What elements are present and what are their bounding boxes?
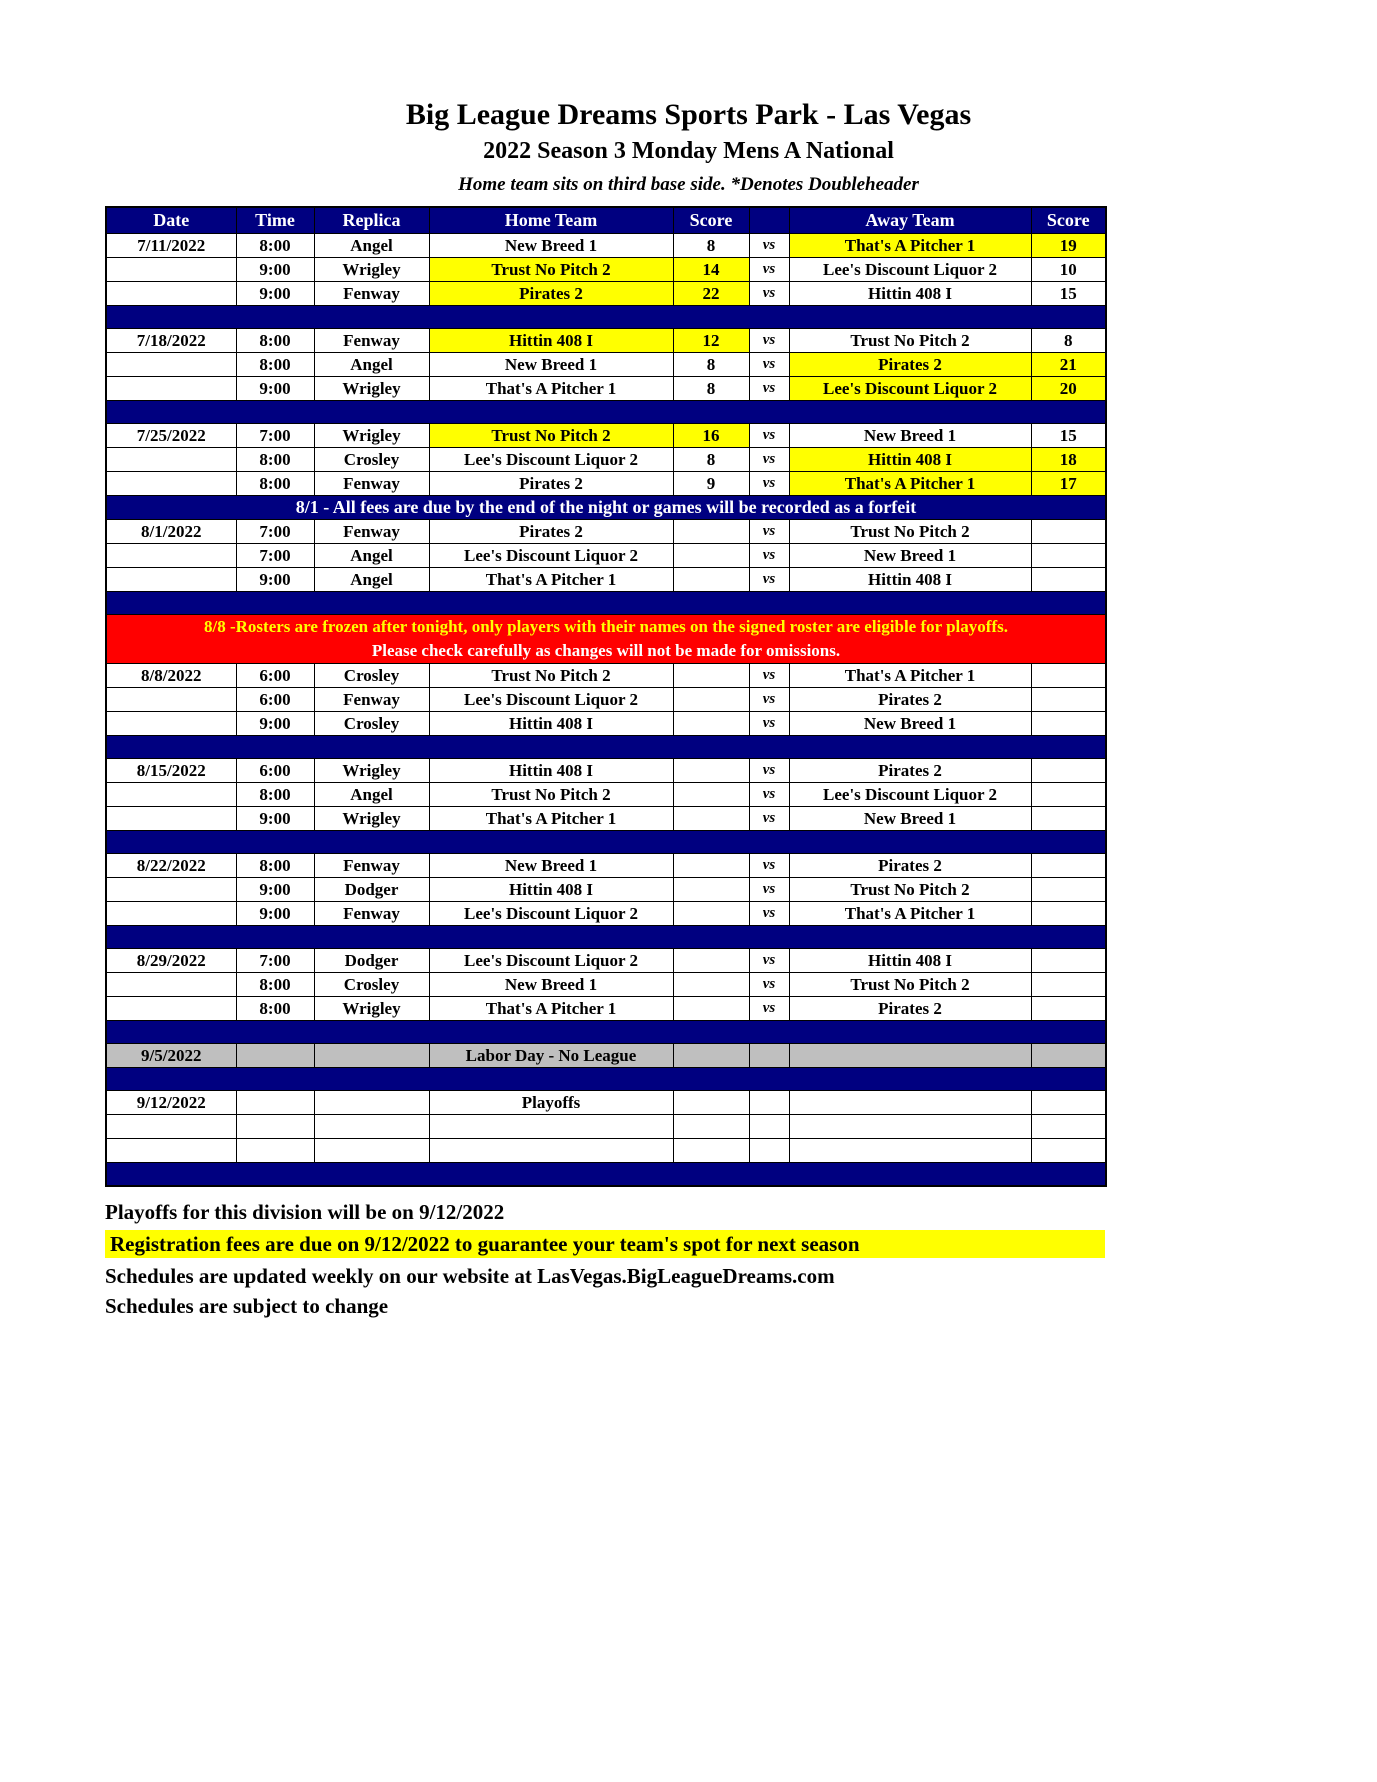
home-team: Hittin 408 I [429,712,673,736]
game-time [236,1115,314,1139]
website-note: Schedules are updated weekly on our website at LasVegas.BigLeagueDreams.com [105,1263,835,1288]
game-row [106,520,1106,544]
schedule-table [105,206,1107,1187]
game-replica [314,1091,429,1115]
game-date [106,377,236,401]
game-date [106,712,236,736]
schedule-table-head [106,207,1106,234]
game-replica: Fenway [314,472,429,496]
footer-notes [105,1200,1377,1318]
home-score [673,1044,749,1068]
separator-row [106,926,1106,949]
vs-label: vs [749,472,789,496]
game-row [106,282,1106,306]
game-time: 9:00 [236,258,314,282]
home-team: Trust No Pitch 2 [429,664,673,688]
home-score [673,783,749,807]
vs-label: vs [749,854,789,878]
away-team: Hittin 408 I [789,568,1031,592]
separator-bar [106,831,1106,854]
game-time: 9:00 [236,712,314,736]
home-score [673,759,749,783]
game-row [106,353,1106,377]
separator-row [106,306,1106,329]
separator-row [106,1163,1106,1186]
game-time: 8:00 [236,997,314,1021]
away-score: 20 [1031,377,1106,401]
game-replica: Fenway [314,282,429,306]
vs-label: vs [749,329,789,353]
home-score [673,568,749,592]
separator-row [106,401,1106,424]
away-team: New Breed 1 [789,712,1031,736]
vs-label: vs [749,902,789,926]
game-replica: Crosley [314,664,429,688]
away-team: New Breed 1 [789,807,1031,831]
away-team: Pirates 2 [789,854,1031,878]
game-replica: Angel [314,783,429,807]
game-date [106,448,236,472]
vs-label: vs [749,258,789,282]
game-date [106,1115,236,1139]
game-time [236,1091,314,1115]
home-score [673,902,749,926]
home-team: Trust No Pitch 2 [429,424,673,448]
vs-label: vs [749,878,789,902]
game-replica: Wrigley [314,258,429,282]
home-team [429,1115,673,1139]
vs-label: vs [749,997,789,1021]
home-team: New Breed 1 [429,854,673,878]
game-time: 8:00 [236,234,314,258]
fees-due-banner: 8/1 - All fees are due by the end of the night or games will be recorded as a forfeit [106,496,1106,520]
separator-bar [106,1021,1106,1044]
vs-label: vs [749,424,789,448]
game-row [106,664,1106,688]
vs-label [749,1091,789,1115]
game-row [106,472,1106,496]
game-date [106,258,236,282]
game-row [106,234,1106,258]
game-replica: Wrigley [314,807,429,831]
home-team: Pirates 2 [429,520,673,544]
vs-label: vs [749,568,789,592]
home-team: Pirates 2 [429,282,673,306]
game-date [106,1139,236,1163]
separator-row [106,831,1106,854]
home-score [673,1139,749,1163]
game-replica: Angel [314,353,429,377]
away-score: 15 [1031,282,1106,306]
home-score [673,520,749,544]
game-replica: Fenway [314,902,429,926]
game-time: 7:00 [236,424,314,448]
away-score [1031,520,1106,544]
game-time: 6:00 [236,688,314,712]
home-score [673,997,749,1021]
away-team [789,1115,1031,1139]
away-team: Trust No Pitch 2 [789,878,1031,902]
game-time: 9:00 [236,568,314,592]
vs-label: vs [749,544,789,568]
away-team: Trust No Pitch 2 [789,520,1031,544]
home-score: 12 [673,329,749,353]
away-score [1031,783,1106,807]
vs-label [749,1044,789,1068]
home-team: Hittin 408 I [429,329,673,353]
separator-bar [106,1068,1106,1091]
home-score: 22 [673,282,749,306]
away-team: Pirates 2 [789,353,1031,377]
vs-label: vs [749,282,789,306]
game-date [106,902,236,926]
header-row [106,207,1106,234]
vs-label: vs [749,949,789,973]
game-date: 9/5/2022 [106,1044,236,1068]
game-time: 7:00 [236,949,314,973]
game-date: 8/22/2022 [106,854,236,878]
vs-label [749,1115,789,1139]
game-date: 8/29/2022 [106,949,236,973]
game-date [106,997,236,1021]
game-date [106,973,236,997]
game-replica: Dodger [314,949,429,973]
home-score: 8 [673,234,749,258]
home-team: Hittin 408 I [429,878,673,902]
away-score [1031,544,1106,568]
header-date: Date [106,207,236,234]
home-score [673,1091,749,1115]
away-team: That's A Pitcher 1 [789,902,1031,926]
home-team: That's A Pitcher 1 [429,568,673,592]
game-replica [314,1044,429,1068]
game-time: 9:00 [236,377,314,401]
away-team [789,1139,1031,1163]
game-row [106,949,1106,973]
game-time: 8:00 [236,329,314,353]
away-team: That's A Pitcher 1 [789,664,1031,688]
home-team: Hittin 408 I [429,759,673,783]
home-score: 16 [673,424,749,448]
home-team: Pirates 2 [429,472,673,496]
game-replica: Angel [314,544,429,568]
home-team: That's A Pitcher 1 [429,997,673,1021]
roster-freeze-banner [106,615,1106,664]
game-time: 8:00 [236,854,314,878]
game-replica: Angel [314,568,429,592]
away-score: 15 [1031,424,1106,448]
game-replica: Crosley [314,448,429,472]
away-team: Pirates 2 [789,997,1031,1021]
game-replica: Crosley [314,712,429,736]
away-score [1031,1115,1106,1139]
game-date [106,282,236,306]
away-score: 18 [1031,448,1106,472]
vs-label: vs [749,377,789,401]
home-score [673,854,749,878]
game-row [106,759,1106,783]
game-date [106,472,236,496]
game-date: 9/12/2022 [106,1091,236,1115]
vs-label: vs [749,688,789,712]
away-score [1031,1139,1106,1163]
separator-bar [106,592,1106,615]
away-team [789,1091,1031,1115]
home-team: Trust No Pitch 2 [429,783,673,807]
vs-label: vs [749,783,789,807]
away-team: New Breed 1 [789,544,1031,568]
game-row [106,854,1106,878]
away-team: Pirates 2 [789,759,1031,783]
game-time [236,1139,314,1163]
game-replica [314,1115,429,1139]
game-replica: Wrigley [314,759,429,783]
vs-label: vs [749,234,789,258]
away-score [1031,854,1106,878]
home-team: Playoffs [429,1091,673,1115]
header-home-score: Score [673,207,749,234]
game-row [106,377,1106,401]
info-row [106,1044,1106,1068]
game-time: 7:00 [236,520,314,544]
game-row [106,544,1106,568]
away-score [1031,568,1106,592]
home-team: New Breed 1 [429,353,673,377]
game-row [106,258,1106,282]
home-score [673,878,749,902]
vs-label: vs [749,759,789,783]
game-time: 9:00 [236,282,314,306]
game-replica: Fenway [314,854,429,878]
game-row [106,783,1106,807]
game-date: 7/11/2022 [106,234,236,258]
vs-label: vs [749,712,789,736]
game-row [106,424,1106,448]
vs-label: vs [749,353,789,377]
game-replica: Fenway [314,688,429,712]
away-team: Hittin 408 I [789,282,1031,306]
game-date [106,544,236,568]
separator-row [106,1068,1106,1091]
header-away-score: Score [1031,207,1106,234]
roster-freeze-line1: 8/8 -Rosters are frozen after tonight, only players with their names on the signed roster are eligible for playoffs. [204,617,1008,636]
away-score: 19 [1031,234,1106,258]
game-row [106,878,1106,902]
separator-bar [106,926,1106,949]
away-score [1031,973,1106,997]
game-replica [314,1139,429,1163]
away-score [1031,759,1106,783]
game-replica: Wrigley [314,997,429,1021]
event-row [106,1091,1106,1115]
game-replica: Dodger [314,878,429,902]
home-team: Lee's Discount Liquor 2 [429,448,673,472]
schedule-table-body [106,234,1106,1186]
away-team: New Breed 1 [789,424,1031,448]
home-score: 8 [673,377,749,401]
away-score: 17 [1031,472,1106,496]
game-date [106,568,236,592]
home-score [673,949,749,973]
season-subtitle: 2022 Season 3 Monday Mens A National [483,137,894,164]
registration-note: Registration fees are due on 9/12/2022 to guarantee your team's spot for next season [105,1230,1105,1258]
away-score: 8 [1031,329,1106,353]
game-date: 7/18/2022 [106,329,236,353]
game-date: 8/1/2022 [106,520,236,544]
game-time: 8:00 [236,448,314,472]
away-score [1031,902,1106,926]
away-team: Trust No Pitch 2 [789,329,1031,353]
game-row [106,448,1106,472]
empty-row [106,1139,1106,1163]
game-row [106,568,1106,592]
vs-label [749,1139,789,1163]
game-replica: Crosley [314,973,429,997]
header-vs [749,207,789,234]
home-score [673,664,749,688]
header-replica: Replica [314,207,429,234]
away-score [1031,878,1106,902]
separator-bar [106,401,1106,424]
home-team: New Breed 1 [429,973,673,997]
game-date: 8/8/2022 [106,664,236,688]
away-team: That's A Pitcher 1 [789,234,1031,258]
away-team: Lee's Discount Liquor 2 [789,258,1031,282]
game-date: 8/15/2022 [106,759,236,783]
away-score [1031,807,1106,831]
home-team: Trust No Pitch 2 [429,258,673,282]
game-replica: Fenway [314,520,429,544]
away-team: Trust No Pitch 2 [789,973,1031,997]
away-score [1031,1091,1106,1115]
banner-row [106,496,1106,520]
vs-label: vs [749,448,789,472]
away-score [1031,949,1106,973]
game-time: 7:00 [236,544,314,568]
home-team [429,1139,673,1163]
game-date [106,353,236,377]
away-score [1031,712,1106,736]
away-score [1031,664,1106,688]
home-team: Lee's Discount Liquor 2 [429,544,673,568]
separator-bar [106,736,1106,759]
game-date [106,783,236,807]
game-row [106,712,1106,736]
game-row [106,973,1106,997]
away-team [789,1044,1031,1068]
empty-row [106,1115,1106,1139]
home-score [673,688,749,712]
home-score: 9 [673,472,749,496]
game-date [106,878,236,902]
game-row [106,902,1106,926]
game-time: 9:00 [236,902,314,926]
game-time: 6:00 [236,664,314,688]
home-score [673,807,749,831]
separator-row [106,1021,1106,1044]
home-team: New Breed 1 [429,234,673,258]
banner_red-row [106,615,1106,664]
game-row [106,688,1106,712]
away-score: 10 [1031,258,1106,282]
vs-label: vs [749,807,789,831]
game-time: 8:00 [236,353,314,377]
game-time: 9:00 [236,807,314,831]
home-score [673,544,749,568]
home-score [673,712,749,736]
header-away-team: Away Team [789,207,1031,234]
game-time: 8:00 [236,973,314,997]
playoffs-note: Playoffs for this division will be on 9/12/2022 [105,1199,505,1224]
game-replica: Angel [314,234,429,258]
separator-bar [106,306,1106,329]
separator-bar [106,1163,1106,1186]
game-replica: Fenway [314,329,429,353]
game-row [106,997,1106,1021]
away-team: Lee's Discount Liquor 2 [789,783,1031,807]
game-time: 9:00 [236,878,314,902]
away-score: 21 [1031,353,1106,377]
home-team: Lee's Discount Liquor 2 [429,902,673,926]
game-row [106,329,1106,353]
home-score [673,973,749,997]
home-team: Lee's Discount Liquor 2 [429,688,673,712]
page-title: Big League Dreams Sports Park - Las Vegas [405,98,972,131]
game-replica: Wrigley [314,424,429,448]
separator-row [106,592,1106,615]
home-score [673,1115,749,1139]
header-time: Time [236,207,314,234]
away-team: Pirates 2 [789,688,1031,712]
change-note: Schedules are subject to change [105,1293,389,1318]
away-score [1031,688,1106,712]
header-home-team: Home Team [429,207,673,234]
game-date: 7/25/2022 [106,424,236,448]
vs-label: vs [749,520,789,544]
roster-freeze-line2: Please check carefully as changes will not be made for omissions. [371,641,841,660]
away-team: Hittin 408 I [789,448,1031,472]
separator-row [106,736,1106,759]
home-team: That's A Pitcher 1 [429,807,673,831]
away-team: That's A Pitcher 1 [789,472,1031,496]
game-time: 6:00 [236,759,314,783]
game-time [236,1044,314,1068]
home-team: Lee's Discount Liquor 2 [429,949,673,973]
vs-label: vs [749,973,789,997]
game-time: 8:00 [236,472,314,496]
home-team-note: Home team sits on third base side. *Denotes Doubleheader [458,173,919,195]
home-score: 8 [673,448,749,472]
away-score [1031,1044,1106,1068]
game-date [106,688,236,712]
home-team: That's A Pitcher 1 [429,377,673,401]
game-replica: Wrigley [314,377,429,401]
away-score [1031,997,1106,1021]
away-team: Hittin 408 I [789,949,1031,973]
home-score: 8 [673,353,749,377]
home-score: 14 [673,258,749,282]
game-row [106,807,1106,831]
vs-label: vs [749,664,789,688]
game-date [106,807,236,831]
game-time: 8:00 [236,783,314,807]
away-team: Lee's Discount Liquor 2 [789,377,1031,401]
home-team: Labor Day - No League [429,1044,673,1068]
